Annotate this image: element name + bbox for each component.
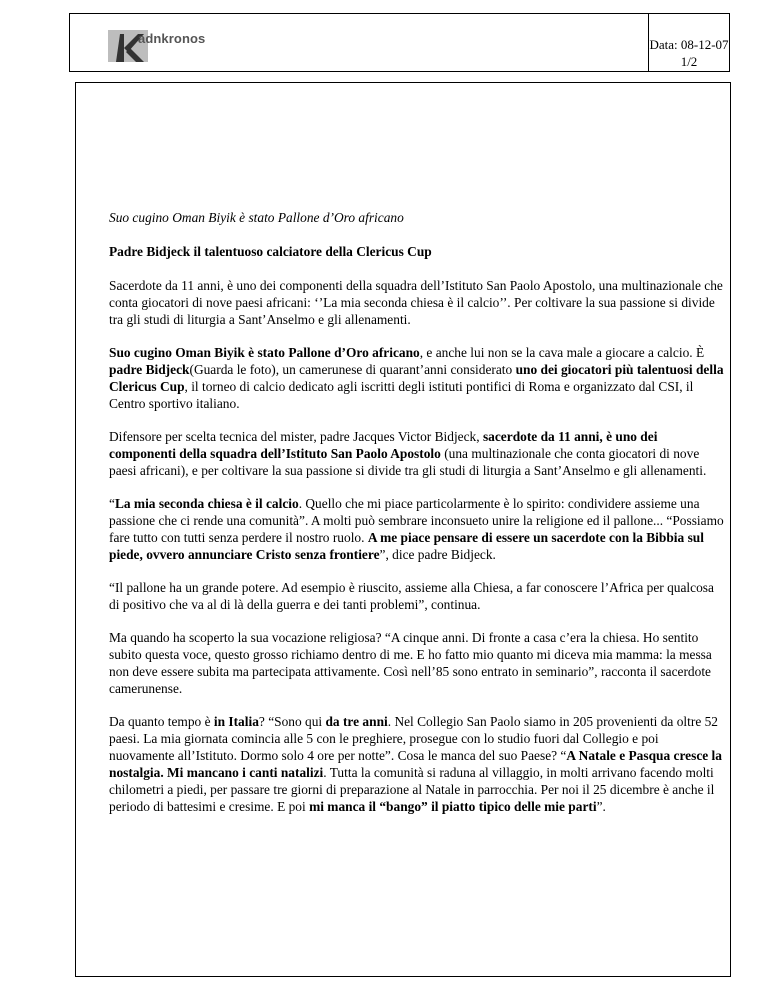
text-run: . Tutta la comunità si raduna al villaggio, in molti arrivano facendo molti chilometri a piedi, per passare tre giorni di preparazione al Natale in parrocchia. Per noi il 25 dicembre è anche il periodo di battesimi e cresime. E poi	[109, 765, 715, 814]
text-run: . Quello che mi piace particolarmente è lo spirito: condividere assieme una passione che ci rende una comunità”. A molti può sembrare inconsueto unire la religione ed il pallone... “Possiamo fare tutto con tutti senza perdere il nostro ruolo.	[109, 496, 724, 545]
paragraph-5: “Il pallone ha un grande potere. Ad esempio è riuscito, assieme alla Chiesa, a far conoscere l’Africa per qualcosa di positivo che va al di là della guerra e dei tanti problemi”, continua.	[109, 580, 714, 612]
paragraph-2	[109, 344, 727, 412]
text-run: (una multinazionale che conta giocatori di nove paesi africani), e per coltivare la sua passione si divide tra gli studi di liturgia a Sant’Anselmo e gli allenamenti.	[109, 446, 707, 478]
paragraph-4	[109, 495, 727, 563]
text-run: “	[109, 496, 115, 511]
article-body	[109, 209, 727, 831]
bold-text-run: La mia seconda chiesa è il calcio	[114, 496, 299, 511]
text-run: ”.	[596, 799, 606, 814]
text-run: Difensore per scelta tecnica del mister, padre Jacques Victor Bidjeck,	[109, 429, 483, 444]
logo-text: adnkronos	[138, 31, 206, 46]
text-run: Da quanto tempo è	[109, 714, 214, 729]
text-run: ”, dice padre Bidjeck.	[379, 547, 496, 562]
page-label: 1/2	[680, 54, 698, 69]
paragraph-1: Sacerdote da 11 anni, è uno dei componenti della squadra dell’Istituto San Paolo Apostolo, una multinazionale che conta giocatori di nove paesi africani: ‘’La mia seconda chiesa è il calcio’’. Per coltivare la sua passione si divide tra gli studi di liturgia a Sant’Anselmo e gli allenamenti.	[109, 278, 723, 327]
article-subtitle: Suo cugino Oman Biyik è stato Pallone d’Oro africano	[109, 210, 404, 225]
text-run: . Nel Collegio San Paolo siamo in 205 provenienti da oltre 52 paesi. La mia giornata comincia alle 5 con le preghiere, prosegue con lo studio fuori dal Collegio e poi nuovamente all’Istituto. Dormo solo 4 ore per notte”. Cosa le manca del suo Paese? “	[109, 714, 719, 763]
text-run: , e anche lui non se la cava male a giocare a calcio. È	[419, 345, 705, 360]
bold-text-run: A Natale e Pasqua cresce la nostalgia. Mi mancano i canti natalizi	[109, 748, 722, 780]
paragraph-3	[109, 428, 727, 479]
date-box	[648, 13, 730, 72]
bold-text-run: A me piace pensare di essere un sacerdote con la Bibbia sul piede, ovvero annunciare Cristo senza frontiere	[109, 530, 704, 562]
adnkronos-logo	[108, 30, 205, 62]
paragraph-6: Ma quando ha scoperto la sua vocazione religiosa? “A cinque anni. Di fronte a casa c’era la chiesa. Ho sentito subito questa voce, questo grosso richiamo dentro di me. E ho fatto mio quanto mi diceva mia mamma: la messa non deve essere subita ma partecipata attivamente. Così nell’85 sono entrato in seminario”, racconta il sacerdote camerunense.	[109, 630, 712, 696]
bold-text-run: da tre anni	[325, 714, 388, 729]
bold-text-run: in Italia	[213, 714, 259, 729]
text-run: ? “Sono qui	[258, 714, 326, 729]
date-label: Data: 08-12-07	[649, 37, 729, 52]
bold-text-run: mi manca il “bango” il piatto tipico delle mie parti	[309, 799, 597, 814]
bold-text-run: Suo cugino Oman Biyik è stato Pallone d’Oro africano	[109, 345, 420, 360]
bold-text-run: padre Bidjeck	[109, 362, 190, 377]
bold-text-run: uno dei giocatori più talentuosi della Clericus Cup	[109, 362, 724, 394]
article-headline: Padre Bidjeck il talentuoso calciatore della Clericus Cup	[109, 244, 432, 259]
paragraph-7	[109, 713, 727, 815]
text-run: (Guarda le foto), un camerunese di quarant’anni considerato	[189, 362, 516, 377]
bold-text-run: sacerdote da 11 anni, è uno dei componenti della squadra dell’Istituto San Paolo Apostolo	[109, 429, 658, 461]
text-run: , il torneo di calcio dedicato agli iscritti degli istituti pontifici di Roma e organizzato dal CSI, il Centro sportivo italiano.	[109, 379, 694, 411]
